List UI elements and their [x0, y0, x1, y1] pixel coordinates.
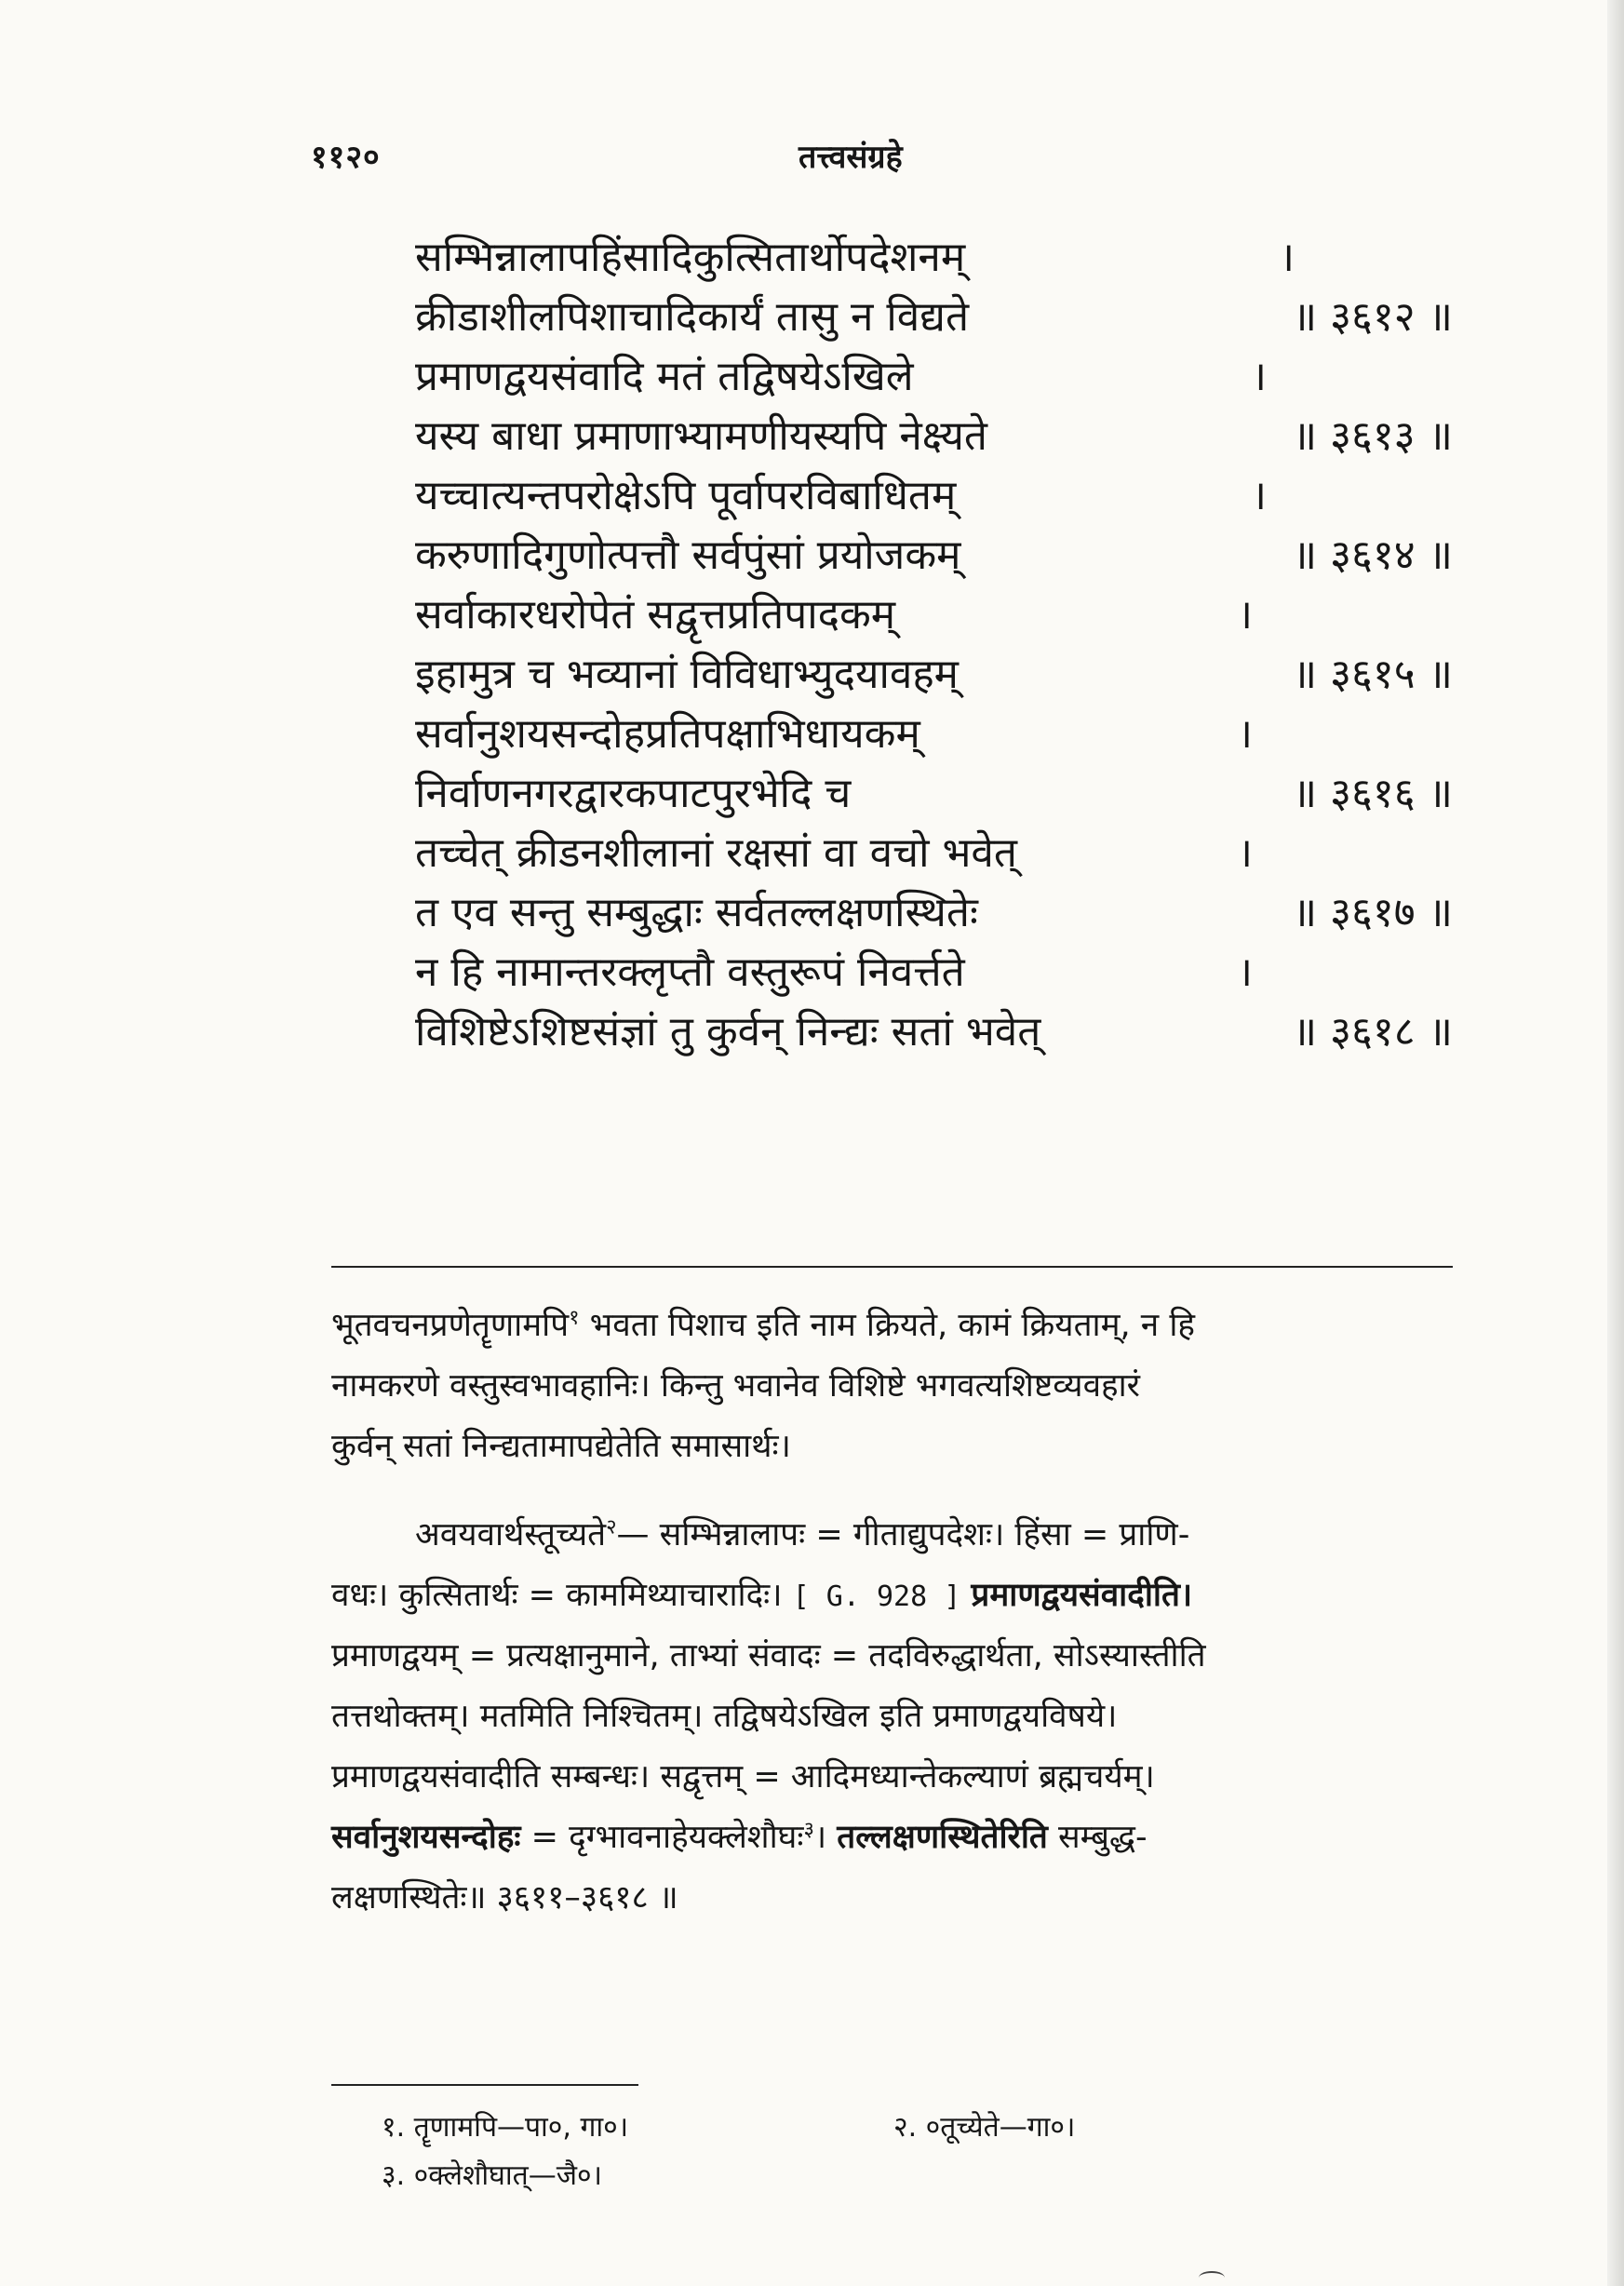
- commentary-text: अवयवार्थस्तूच्यते: [415, 1516, 607, 1553]
- commentary-text: लक्षणस्थितेः॥ ३६११–३६१८ ॥: [331, 1879, 678, 1916]
- commentary-text: — सम्भिन्नालापः = गीताद्युपदेशः। हिंसा = प्राणि-: [616, 1516, 1190, 1553]
- verse-line: [415, 347, 1453, 407]
- verse-text: यच्चात्यन्तपरोक्षेऽपि पूर्वापरविबाधितम्: [415, 472, 957, 519]
- verse-end-marker: ।: [1251, 472, 1267, 519]
- verse-end-marker: ।: [1251, 353, 1267, 400]
- verse-line: [415, 228, 1453, 288]
- commentary-line: [331, 1626, 1453, 1687]
- commentary-text: सम्बुद्ध-: [1047, 1819, 1148, 1856]
- commentary-line: [331, 1356, 1453, 1417]
- verse-number: ॥ ३६१८ ॥: [1292, 1008, 1453, 1056]
- verse-line: [415, 585, 1453, 645]
- verse-end-marker: ।: [1237, 948, 1253, 996]
- commentary-line: [331, 1747, 1453, 1808]
- footnote-marker: १: [569, 1306, 580, 1330]
- commentary-line: [331, 1296, 1453, 1356]
- commentary-text: भवता पिशाच इति नाम क्रियते, कामं क्रियताम्, न हि: [579, 1307, 1195, 1344]
- commentary-text: नामकरणे वस्तुस्वभावहानिः। किन्तु भवानेव विशिष्टे भगवत्यशिष्टव्यवहारं: [331, 1367, 1140, 1405]
- verse-number: ॥ ३६१५ ॥: [1292, 651, 1453, 698]
- footnote-line: [382, 2104, 1443, 2152]
- footnote-divider: [331, 2084, 638, 2086]
- verse-line: [415, 526, 1453, 585]
- footnote-marker: २: [606, 1515, 617, 1540]
- verse-line: [415, 824, 1453, 883]
- verse-number: ॥ ३६१४ ॥: [1292, 531, 1453, 579]
- verse-number: ॥ ३६१२ ॥: [1292, 293, 1453, 341]
- commentary-keyword: प्रमाणद्वयसंवादीति।: [971, 1577, 1193, 1614]
- commentary-line: [331, 1417, 1453, 1477]
- commentary-text: ।: [813, 1819, 838, 1856]
- verse-text: क्रीडाशीलपिशाचादिकार्यं तासु न विद्यते: [415, 293, 970, 341]
- commentary-keyword: तल्लक्षणस्थितेरिति: [837, 1819, 1048, 1856]
- commentary-line: [331, 1808, 1453, 1868]
- verse-line: [415, 764, 1453, 824]
- running-title: तत्त्वसंग्रहे: [799, 139, 903, 176]
- verse-number: ॥ ३६१६ ॥: [1292, 770, 1453, 817]
- footnote-line: [382, 2152, 1443, 2200]
- verse-text: करुणादिगुणोत्पत्तौ सर्वपुंसां प्रयोजकम्: [415, 531, 961, 579]
- commentary-text: तत्तथोक्तम्। मतमिति निश्चितम्। तद्विषयेऽखिल इति प्रमाणद्वयविषये।: [331, 1698, 1118, 1735]
- verse-text: प्रमाणद्वयसंवादि मतं तद्विषयेऽखिले: [415, 353, 914, 400]
- verse-text: तच्चेत् क्रीडनशीलानां रक्षसां वा वचो भवेत्: [415, 829, 1017, 877]
- commentary-text: प्रमाणद्वयम् = प्रत्यक्षानुमाने, ताभ्यां संवादः = तदविरुद्धार्थता, सोऽस्यास्तीति: [331, 1637, 1206, 1674]
- verse-number: ॥ ३६१७ ॥: [1292, 889, 1453, 936]
- paragraph-gap: [331, 1477, 1453, 1505]
- verse-text: सम्भिन्नालापहिंसादिकुत्सितार्थोपदेशनम्: [415, 234, 966, 281]
- verse-text: त एव सन्तु सम्बुद्धाः सर्वतल्लक्षणस्थितेः: [415, 889, 978, 936]
- page-number: ११२०: [311, 139, 381, 176]
- commentary-line: [331, 1566, 1453, 1626]
- commentary-text: प्रमाणद्वयसंवादीति सम्बन्धः। सद्वृत्तम् = आदिमध्यान्तेकल्याणं ब्रह्मचर्यम्।: [331, 1758, 1155, 1795]
- footnote-3: ३. ०क्लेशौघात्—जै०।: [382, 2159, 602, 2192]
- verse-number: ॥ ३६१३ ॥: [1292, 412, 1453, 460]
- verse-text: सर्वाकारधरोपेतं सद्वृत्तप्रतिपादकम्: [415, 591, 896, 639]
- verse-block: [415, 228, 1453, 1062]
- verse-text: निर्वाणनगरद्वारकपाटपुरभेदि च: [415, 770, 852, 817]
- commentary-line: [331, 1868, 1453, 1929]
- verse-line: [415, 466, 1453, 526]
- verse-text: इहामुत्र च भव्यानां विविधाभ्युदयावहम्: [415, 651, 959, 698]
- verse-text: यस्य बाधा प्रमाणाभ्यामणीयस्यपि नेक्ष्यते: [415, 412, 987, 460]
- verse-end-marker: ।: [1237, 710, 1253, 758]
- verse-text: न हि नामान्तरक्लृप्तौ वस्तुरूपं निवर्त्तते: [415, 948, 965, 996]
- commentary-text: = दृग्भावनाहेयक्लेशौघः: [520, 1819, 804, 1856]
- verse-line: [415, 1002, 1453, 1062]
- verse-end-marker: ।: [1237, 829, 1253, 877]
- verse-line: [415, 645, 1453, 705]
- verse-line: [415, 705, 1453, 764]
- verse-end-marker: ।: [1237, 591, 1253, 639]
- verse-line: [415, 407, 1453, 466]
- commentary-line: [331, 1505, 1453, 1566]
- footnote-2: २. ०तूच्येते—गा०।: [893, 2111, 1076, 2144]
- footnote-1: १. तॄणामपि—पा०, गा०।: [382, 2111, 629, 2144]
- page-header: [311, 134, 1195, 190]
- verse-line: [415, 288, 1453, 347]
- commentary-text: वधः। कुत्सितार्थः = काममिथ्याचारादिः।: [331, 1577, 783, 1614]
- page-reference: [ G. 928 ]: [792, 1580, 961, 1613]
- commentary-keyword: सर्वानुशयसन्दोहः: [331, 1819, 521, 1856]
- section-divider: [331, 1266, 1453, 1268]
- commentary-text: भूतवचनप्रणेतॄणामपि: [331, 1307, 570, 1344]
- verse-text: सर्वानुशयसन्दोहप्रतिपक्षाभिधायकम्: [415, 710, 920, 758]
- commentary-line: [331, 1687, 1453, 1747]
- commentary-block: [331, 1296, 1453, 1929]
- verse-line: [415, 943, 1453, 1002]
- verse-line: [415, 883, 1453, 943]
- verse-text: विशिष्टेऽशिष्टसंज्ञां तु कुर्वन् निन्द्यः सतां भवेत्: [415, 1008, 1041, 1056]
- page-corner-mark: [1199, 2271, 1225, 2284]
- footnotes-block: [382, 2104, 1443, 2200]
- verse-end-marker: ।: [1279, 234, 1295, 281]
- footnote-marker: ३: [803, 1818, 814, 1842]
- page-edge-shadow: [1607, 0, 1624, 2286]
- commentary-text: कुर्वन् सतां निन्द्यतामापद्येतेति समासार्थः।: [331, 1428, 791, 1465]
